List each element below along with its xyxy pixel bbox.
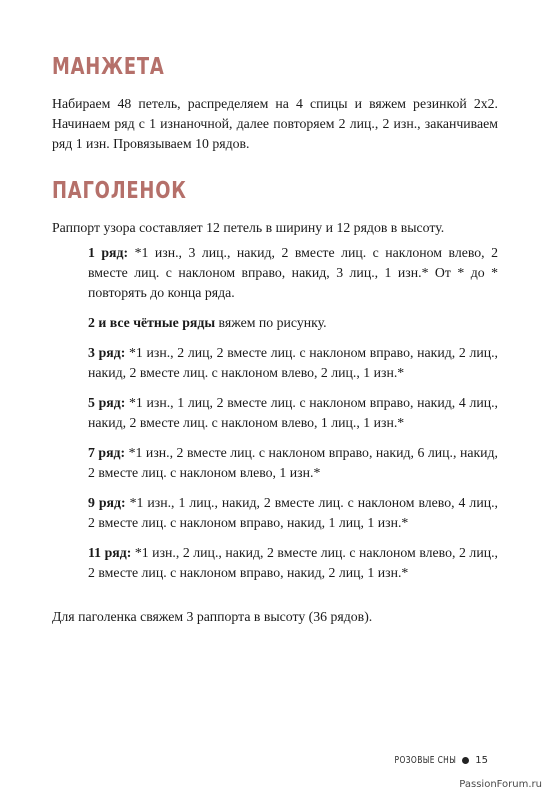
pattern-row — [88, 443, 498, 483]
row-label: 2 и все чётные ряды — [88, 315, 216, 330]
section-title-leg: ПАГОЛЕНОК — [52, 178, 187, 204]
row-label: 7 ряд: — [88, 445, 126, 460]
cuff-paragraph: Набираем 48 петель, распределяем на 4 спицы и вяжем резинкой 2х2. Начинаем ряд с 1 изнаночной, далее повторяем 2 лиц., 2 изн., заканчиваем ряд 1 изн. Провязываем 10 рядов. — [52, 96, 498, 151]
row-label: 3 ряд: — [88, 345, 126, 360]
row-label: 1 ряд: — [88, 245, 129, 260]
watermark: PassionForum.ru — [459, 779, 542, 790]
pattern-row — [88, 543, 498, 583]
leg-outro-paragraph: Для паголенка свяжем 3 раппорта в высоту (36 рядов). — [52, 609, 373, 624]
pattern-row — [88, 343, 498, 383]
row-label: 11 ряд: — [88, 545, 132, 560]
pattern-rows — [88, 243, 498, 593]
row-text: *1 изн., 2 вместе лиц. с наклоном вправо, накид, 6 лиц., накид, 2 вместе лиц. с наклоном влево, 1 изн.* — [88, 445, 499, 480]
bullet-dot-icon — [462, 757, 469, 764]
section-title-cuff: МАНЖЕТА — [52, 54, 165, 80]
row-text: *1 изн., 1 лиц, 2 вместе лиц. с наклоном вправо, накид, 4 лиц., накид, 2 вместе лиц. с наклоном влево, 1 лиц., 1 изн.* — [88, 395, 499, 430]
leg-intro-paragraph: Раппорт узора составляет 12 петель в ширину и 12 рядов в высоту. — [52, 220, 445, 235]
pattern-row — [88, 243, 498, 303]
row-text: *1 изн., 2 лиц., накид, 2 вместе лиц. с наклоном влево, 2 лиц., 2 вместе лиц. с наклоном вправо, накид, 2 лиц, 1 изн.* — [88, 545, 498, 580]
pattern-row — [88, 393, 498, 433]
footer-book-title: РОЗОВЫЕ СНЫ — [394, 755, 457, 766]
row-text: *1 изн., 3 лиц., накид, 2 вместе лиц. с наклоном влево, 2 вместе лиц. с наклоном вправо, накид, 3 лиц., 1 изн.* От * до * повторять до конца ряда. — [88, 245, 498, 300]
page-number: 15 — [475, 755, 488, 766]
row-text: *1 изн., 1 лиц., накид, 2 вместе лиц. с наклоном влево, 4 лиц., 2 вместе лиц. с наклоном вправо, накид, 1 лиц, 1 изн.* — [88, 495, 498, 530]
pattern-row — [88, 493, 498, 533]
page-footer — [374, 755, 488, 766]
row-text: *1 изн., 2 лиц, 2 вместе лиц. с наклоном вправо, накид, 2 лиц., накид, 2 вместе лиц. с наклоном влево, 2 лиц., 1 изн.* — [88, 345, 499, 380]
pattern-row — [88, 313, 498, 333]
row-text: вяжем по рисунку. — [215, 315, 327, 330]
row-label: 9 ряд: — [88, 495, 126, 510]
row-label: 5 ряд: — [88, 395, 126, 410]
